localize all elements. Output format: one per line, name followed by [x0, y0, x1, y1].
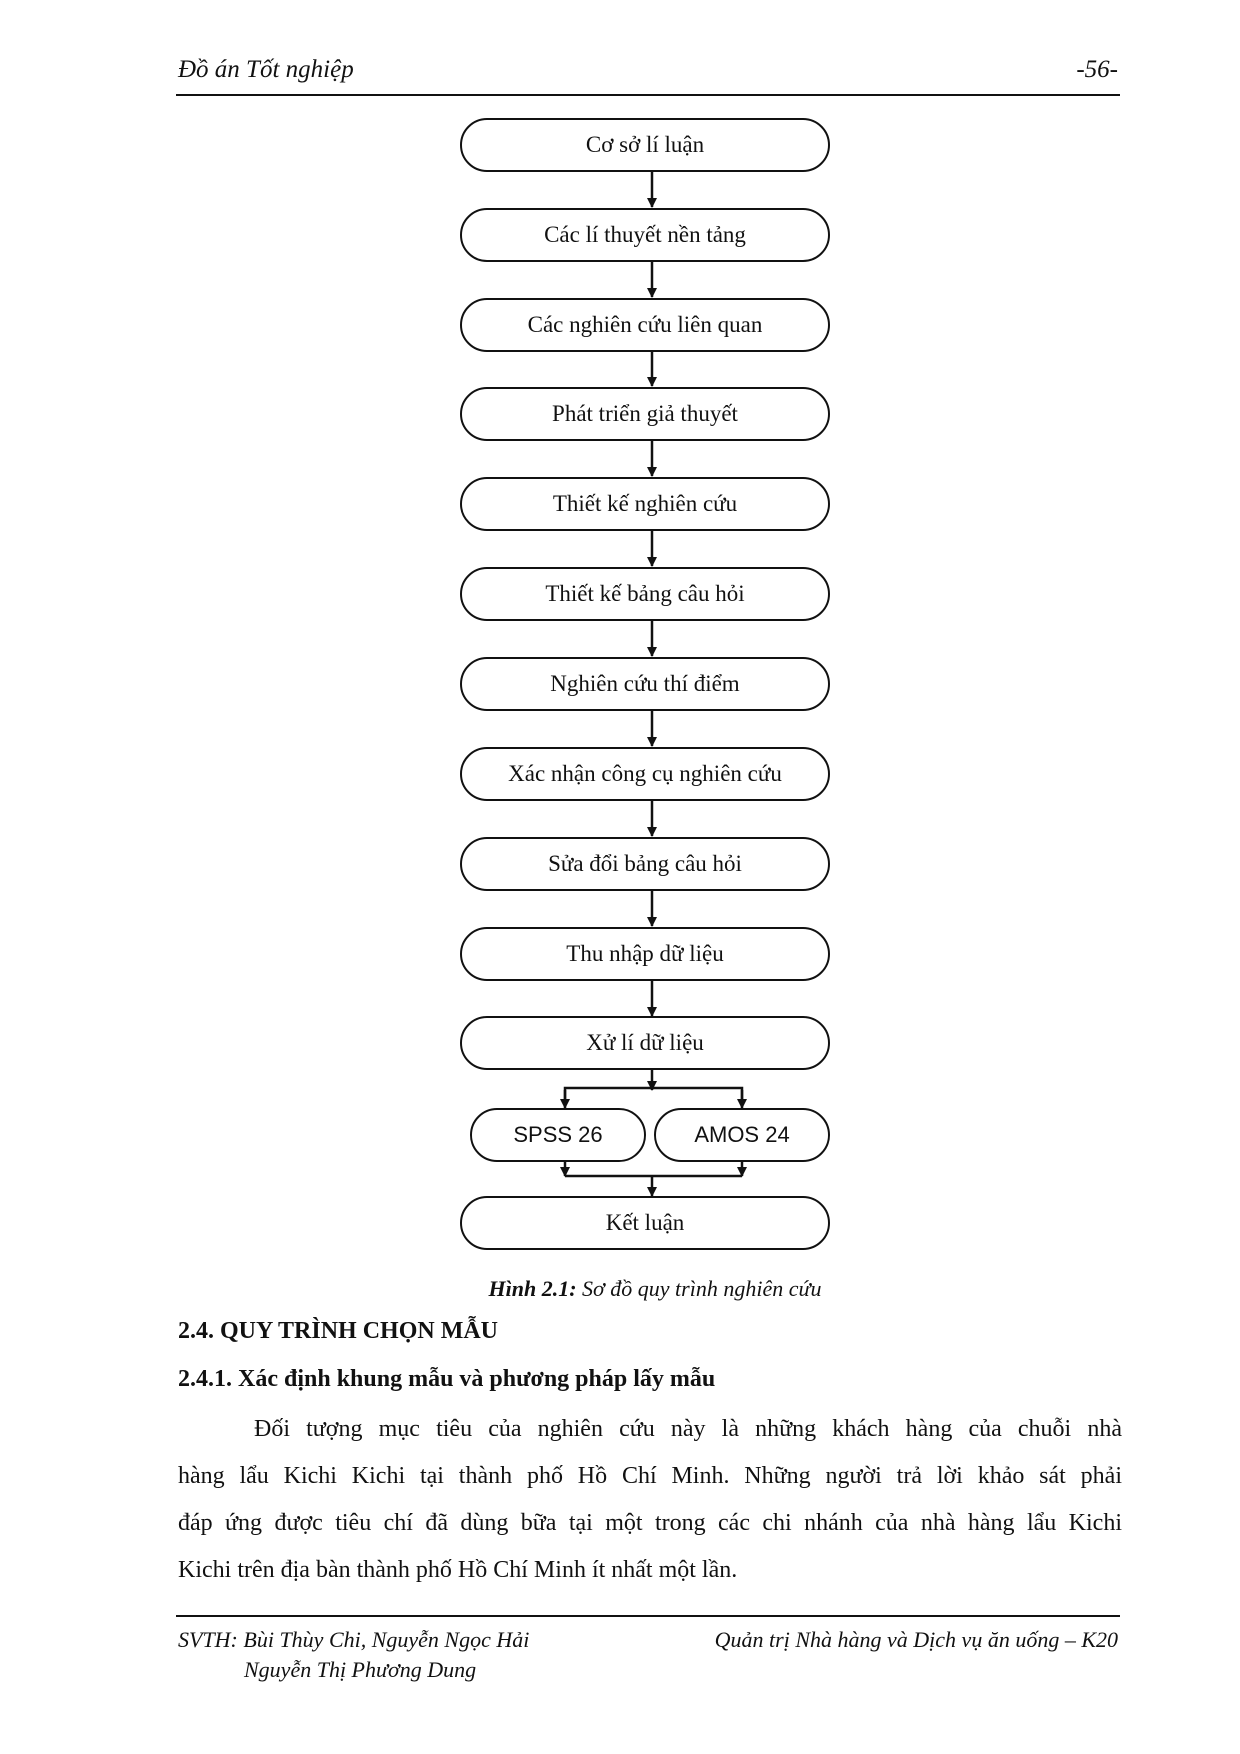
- paragraph-line: Đối tượng mục tiêu của nghiên cứu này là những khách hàng của chuỗi nhà: [254, 1416, 1122, 1442]
- flow-step-label: Thiết kế nghiên cứu: [552, 491, 738, 516]
- flow-step-4: [460, 387, 830, 441]
- split-connector: [565, 1088, 742, 1104]
- flow-step-label: Xác nhận công cụ nghiên cứu: [508, 761, 782, 786]
- subsection-heading: 2.4.1. Xác định khung mẫu và phương pháp lấy mẫu: [178, 1366, 716, 1392]
- page-footer: [176, 1615, 1120, 1682]
- footer-program: Quản trị Nhà hàng và Dịch vụ ăn uống – K20: [714, 1627, 1118, 1652]
- flow-step-1: [460, 118, 830, 172]
- flow-step-2: [460, 208, 830, 262]
- flow-step-11: [460, 1016, 830, 1070]
- section-heading: 2.4. QUY TRÌNH CHỌN MẪU: [178, 1318, 499, 1344]
- flow-step-label: Các lí thuyết nền tảng: [544, 222, 746, 247]
- caption-label: Hình 2.1:: [488, 1276, 577, 1301]
- figure-caption: [0, 1276, 1240, 1302]
- flow-step-8: [460, 747, 830, 801]
- page-number: -56-: [1076, 56, 1118, 83]
- flow-step-label: Cơ sở lí luận: [585, 132, 705, 157]
- flow-step-10: [460, 927, 830, 981]
- footer-authors-line1: SVTH: Bùi Thùy Chi, Nguyễn Ngọc Hải: [178, 1627, 530, 1652]
- tool-amos: [654, 1108, 830, 1162]
- flow-step-5: [460, 477, 830, 531]
- flow-step-label: Phát triển giả thuyết: [552, 401, 738, 426]
- paragraph-line: hàng lẩu Kichi Kichi tại thành phố Hồ Chí Minh. Những người trả lời khảo sát phải: [178, 1463, 1122, 1489]
- flow-step-label: Nghiên cứu thí điểm: [550, 671, 740, 696]
- flow-step-9: [460, 837, 830, 891]
- footer-authors-line2: Nguyễn Thị Phương Dung: [244, 1657, 477, 1682]
- flow-step-label: Sửa đổi bảng câu hỏi: [548, 851, 742, 876]
- flow-step-label: Thu nhập dữ liệu: [566, 941, 724, 966]
- paragraph-line: Kichi trên địa bàn thành phố Hồ Chí Minh ít nhất một lần.: [178, 1557, 738, 1583]
- flow-step-6: [460, 567, 830, 621]
- body-paragraph: [178, 1406, 1122, 1594]
- flow-step-label: Kết luận: [605, 1210, 685, 1235]
- tool-label: SPSS 26: [513, 1122, 603, 1147]
- caption-text: Sơ đồ quy trình nghiên cứu: [582, 1276, 822, 1301]
- flow-step-conclusion: [460, 1196, 830, 1250]
- document-title: Đồ án Tốt nghiệp: [178, 56, 354, 83]
- tool-spss: [470, 1108, 646, 1162]
- tool-label: AMOS 24: [694, 1122, 790, 1147]
- flow-step-3: [460, 298, 830, 352]
- flow-step-7: [460, 657, 830, 711]
- flow-step-label: Các nghiên cứu liên quan: [527, 312, 763, 337]
- flow-step-label: Thiết kế bảng câu hỏi: [545, 581, 745, 606]
- paragraph-line: đáp ứng được tiêu chí đã dùng bữa tại một trong các chi nhánh của nhà hàng lẩu Kichi: [178, 1510, 1122, 1536]
- flow-step-label: Xử lí dữ liệu: [586, 1030, 704, 1055]
